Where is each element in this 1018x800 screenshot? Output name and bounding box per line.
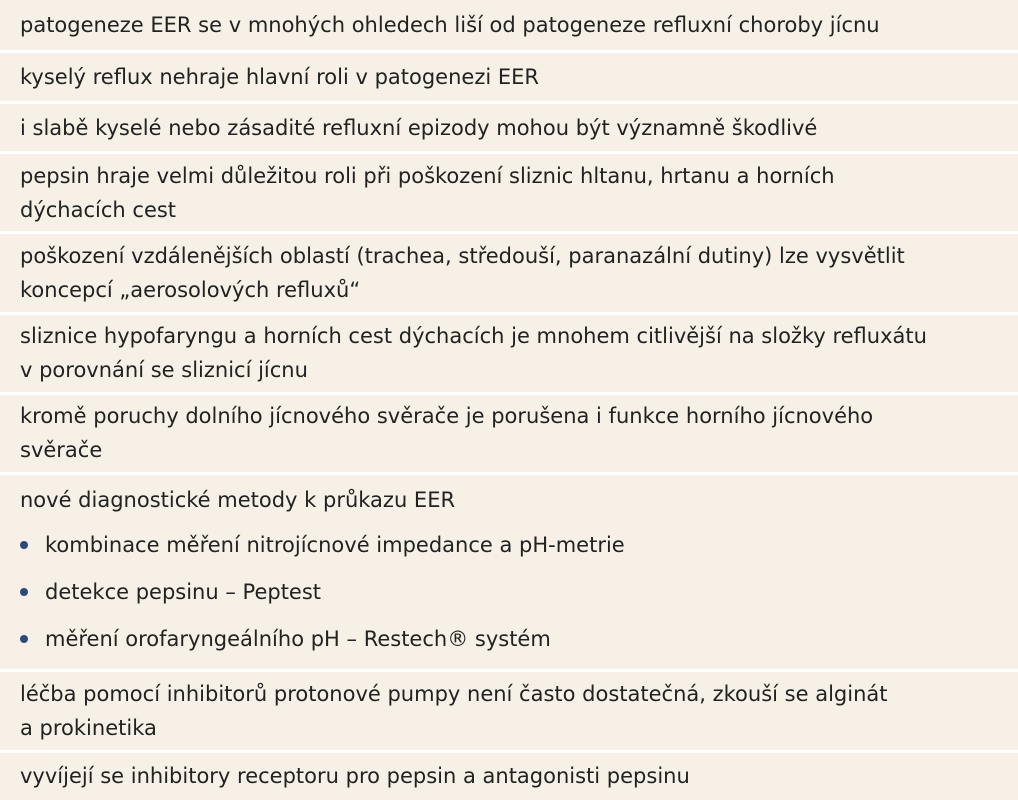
row-text: i slabě kyselé nebo zásadité refluxní epizody mohou být významně škodlivé: [20, 115, 818, 140]
list-item-text: měření orofaryngeálního pH – Restech® systém: [45, 627, 551, 652]
table-row: [0, 312, 1018, 392]
table-row: [0, 101, 1018, 151]
row-text: koncepcí „aerosolových refluxů“: [20, 277, 361, 302]
list-item: [20, 569, 998, 616]
row-text: kromě poruchy dolního jícnového svěrače je porušena i funkce horního jícnového: [20, 404, 874, 429]
row-text: léčba pomocí inhibitorů protonové pumpy není často dostatečná, zkouší se alginát: [20, 682, 888, 706]
row-text: pepsin hraje velmi důležitou roli při poškození sliznic hltanu, hrtanu a horních: [20, 163, 835, 188]
row-text: svěrače: [20, 438, 103, 463]
table-row: [0, 392, 1018, 472]
bullet-icon: [20, 541, 28, 549]
row-text: a prokinetika: [20, 716, 157, 740]
bullet-icon: [20, 588, 28, 596]
table-row-diagnostics: [0, 472, 1018, 670]
group-heading: nové diagnostické metody k průkazu EER: [20, 487, 456, 512]
row-text: v porovnání se sliznicí jícnu: [20, 358, 308, 383]
row-text: vyvíjejí se inhibitory receptoru pro pepsin a antagonisti pepsinu: [20, 764, 690, 789]
list-item-text: kombinace měření nitrojícnové impedance a pH-metrie: [45, 533, 625, 558]
bullet-icon: [20, 635, 28, 643]
table-row: [0, 669, 1018, 749]
table-row: [0, 50, 1018, 100]
list-item-text: detekce pepsinu – Peptest: [45, 580, 322, 605]
row-text: sliznice hypofaryngu a horních cest dýchacích je mnohem citlivější na složky refluxátu: [20, 324, 927, 349]
row-text: patogeneze EER se v mnohých ohledech liší od patogeneze refluxní choroby jícnu: [20, 13, 880, 38]
table-row: [0, 231, 1018, 311]
list-item: [20, 522, 998, 569]
row-text: dýchacích cest: [20, 197, 177, 222]
table-row: [0, 151, 1018, 231]
table-row: [0, 750, 1018, 800]
row-text: kyselý reflux nehraje hlavní roli v patogenezi EER: [20, 65, 539, 90]
list-item: [20, 616, 998, 663]
row-text: poškození vzdálenějších oblastí (trachea, středouší, paranazální dutiny) lze vysvětlit: [20, 243, 905, 268]
table-row: [0, 0, 1018, 50]
